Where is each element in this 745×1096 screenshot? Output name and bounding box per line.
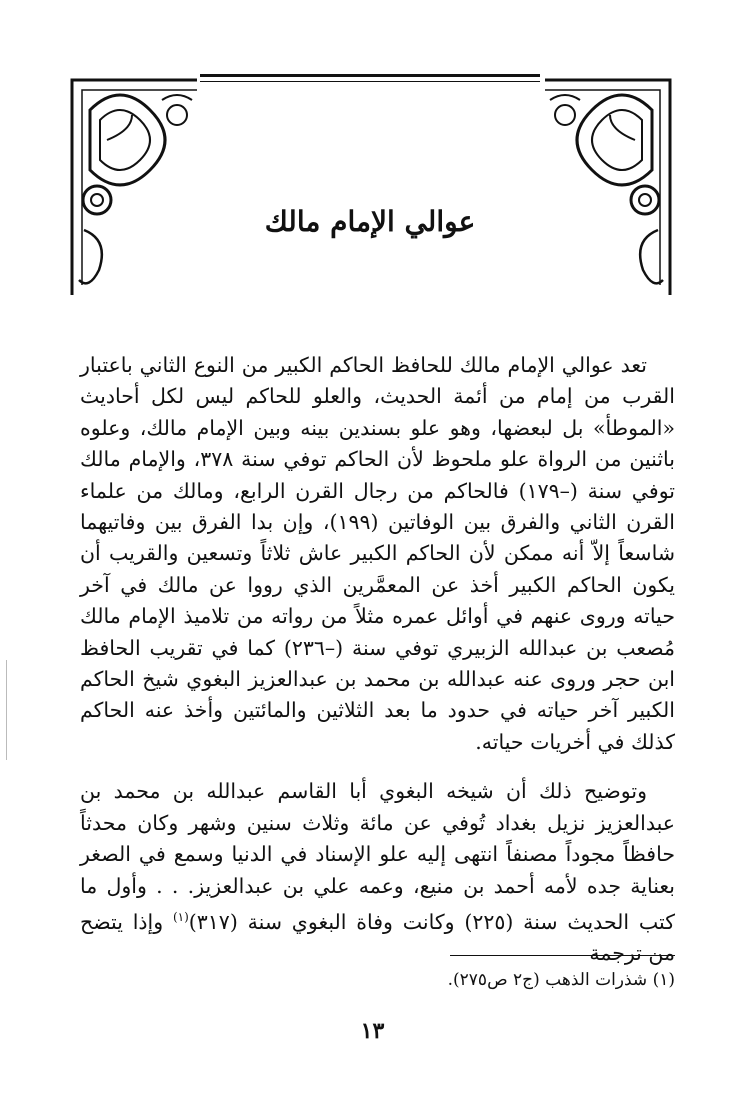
ornamental-corner-left (62, 70, 202, 300)
ornamental-frame-top-border (200, 74, 540, 82)
paragraph-2 (80, 776, 675, 969)
footnote: (١) شذرات الذهب (ج٢ ص٢٧٥). (447, 970, 675, 990)
paragraph-2-tail: وإذا يتضح من ترجمة (80, 909, 675, 966)
paragraph-2-text: وتوضيح ذلك أن شيخه البغوي أبا القاسم عبدالله بن محمد بن عبدالعزيز نزيل بغداد تُوفي عن مائة وثلاث سنين وشهر وكان محدثاً حافظاً مجوداً مصنفاً انتهى إليه علو الإسناد في الدنيا وسمع في الصغر بعناية جده لأمه أحمد بن منيع، وعمه علي بن عبدالعزيز. . . وأول ما كتب الحديث سنة (٢٢٥) وكانت وفاة البغوي سنة (٣١٧) (80, 779, 676, 934)
scan-edge-line (6, 660, 7, 760)
body-text (80, 350, 675, 970)
page-title: عوالي الإمام مالك (264, 205, 476, 238)
footnote-divider (450, 955, 675, 956)
ornamental-corner-right (540, 70, 680, 300)
page-number: ١٣ (360, 1018, 385, 1044)
footnote-reference: (١) (172, 909, 189, 924)
paragraph-1: تعد عوالي الإمام مالك للحافظ الحاكم الكبير من النوع الثاني باعتبار القرب من إمام من أئمة الحديث، والعلو للحاكم ليس لكل أحاديث «الموطأ» بل لبعضها، وهو علو بسندين بينه وبين الإمام مالك، وعلوه باثنين من الرواة علو ملحوظ لأن الحاكم توفي سنة ٣٧٨، والإمام مالك توفي سنة (–١٧٩) فالحاكم من رجال القرن الرابع، ومالك من علماء القرن الثاني والفرق بين الوفاتين (١٩٩)، وإن بدا الفرق بين وفاتيهما شاسعاً إلاّ أنه ممكن لأن الحاكم الكبير عاش ثلاثاً وتسعين والقريب أن يكون الحاكم الكبير أخذ عن المعمَّرين الذي رووا عن مالك في آخر حياته وروى عنهم في أوائل عمره مثلاً من رواته من تلاميذ الإمام مالك مُصعب بن عبدالله الزبيري توفي سنة (–٢٣٦) كما في تقريب الحافظ ابن حجر وروى عنه عبدالله بن محمد بن عبدالعزيز البغوي شيخ الحاكم الكبير آخر حياته في حدود ما بعد الثلاثين والمائتين وأخذ عنه الحاكم كذلك في أخريات حياته. (80, 353, 675, 754)
